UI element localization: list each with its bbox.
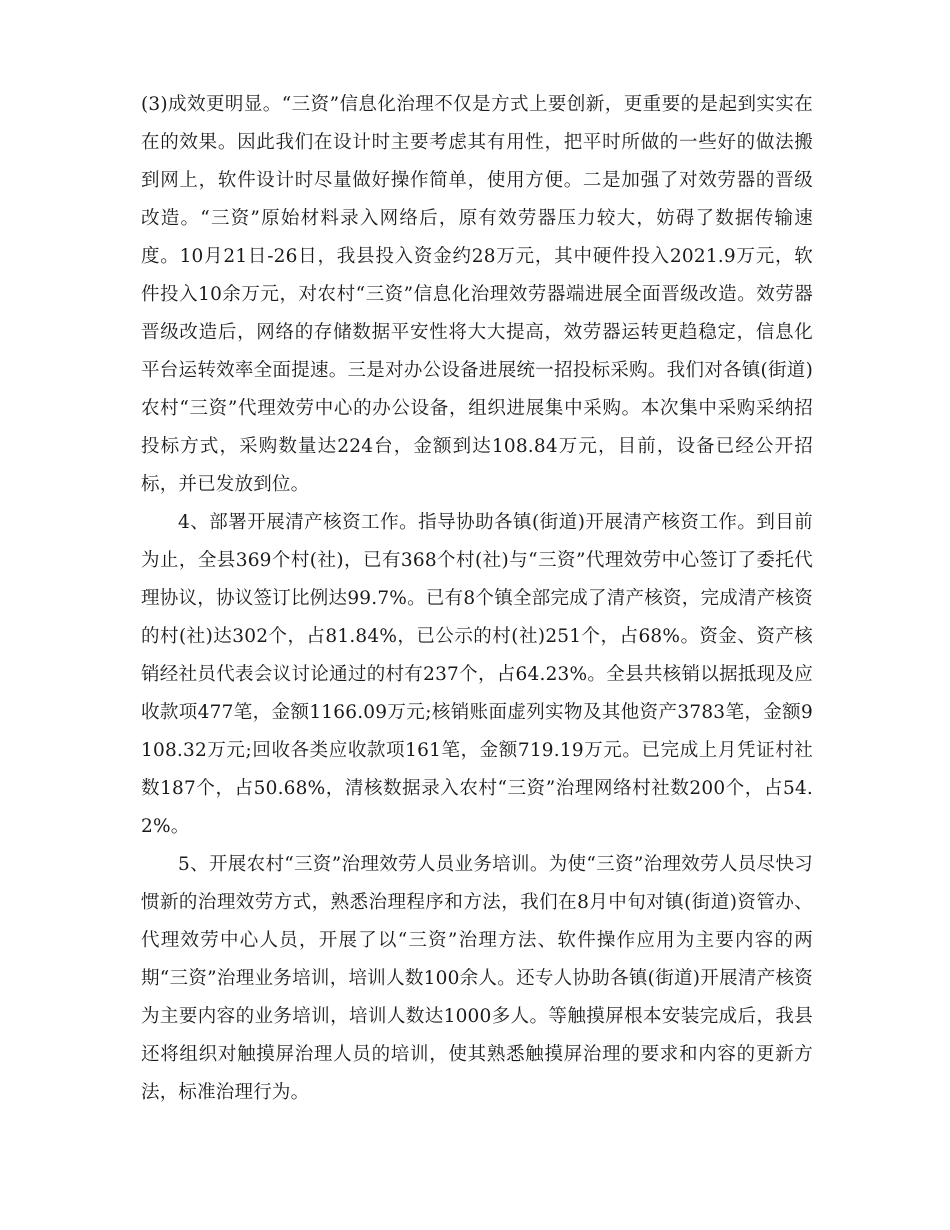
document-body	[141, 86, 813, 1112]
paragraph-asset-verification: 4、部署开展清产核资工作。指导协助各镇(街道)开展清产核资工作。到目前为止，全县369个村(社)，已有368个村(社)与“三资”代理效劳中心签订了委托代理协议，协议签订比例达99.7%。已有8个镇全部完成了清产核资，完成清产核资的村(社)达302个，占81.84%，已公示的村(社)251个，占68%。资金、资产核销经社员代表会议讨论通过的村有237个，占64.23%。全县共核销以据抵现及应收款项477笔，金额1166.09万元;核销账面虚列实物及其他资产3783笔，金额9108.32万元;回收各类应收款项161笔，金额719.19万元。已完成上月凭证村社数187个，占50.68%，清核数据录入农村“三资”治理网络村社数200个，占54.2%。	[141, 512, 813, 837]
paragraph-results: (3)成效更明显。“三资”信息化治理不仅是方式上要创新，更重要的是起到实实在在的效果。因此我们在设计时主要考虑其有用性，把平时所做的一些好的做法搬到网上，软件设计时尽量做好操作简单，使用方便。二是加强了对效劳器的晋级改造。“三资”原始材料录入网络后，原有效劳器压力较大，妨碍了数据传输速度。10月21日-26日，我县投入资金约28万元，其中硬件投入2021.9万元，软件投入10余万元，对农村“三资”信息化治理效劳器端进展全面晋级改造。效劳器晋级改造后，网络的存储数据平安性将大大提高，效劳器运转更趋稳定，信息化平台运转效率全面提速。三是对办公设备进展统一招投标采购。我们对各镇(街道)农村“三资”代理效劳中心的办公设备，组织进展集中采购。本次集中采购采纳招投标方式，采购数量达224台，金额到达108.84万元，目前，设备已经公开招标，并已发放到位。	[141, 94, 813, 495]
paragraph-staff-training: 5、开展农村“三资”治理效劳人员业务培训。为使“三资”治理效劳人员尽快习惯新的治理效劳方式，熟悉治理程序和方法，我们在8月中旬对镇(街道)资管办、代理效劳中心人员，开展了以“三资”治理方法、软件操作应用为主要内容的两期“三资”治理业务培训，培训人数100余人。还专人协助各镇(街道)开展清产核资为主要内容的业务培训，培训人数达1000多人。等触摸屏根本安装完成后，我县还将组织对触摸屏治理人员的培训，使其熟悉触摸屏治理的要求和内容的更新方法，标准治理行为。	[141, 854, 813, 1103]
